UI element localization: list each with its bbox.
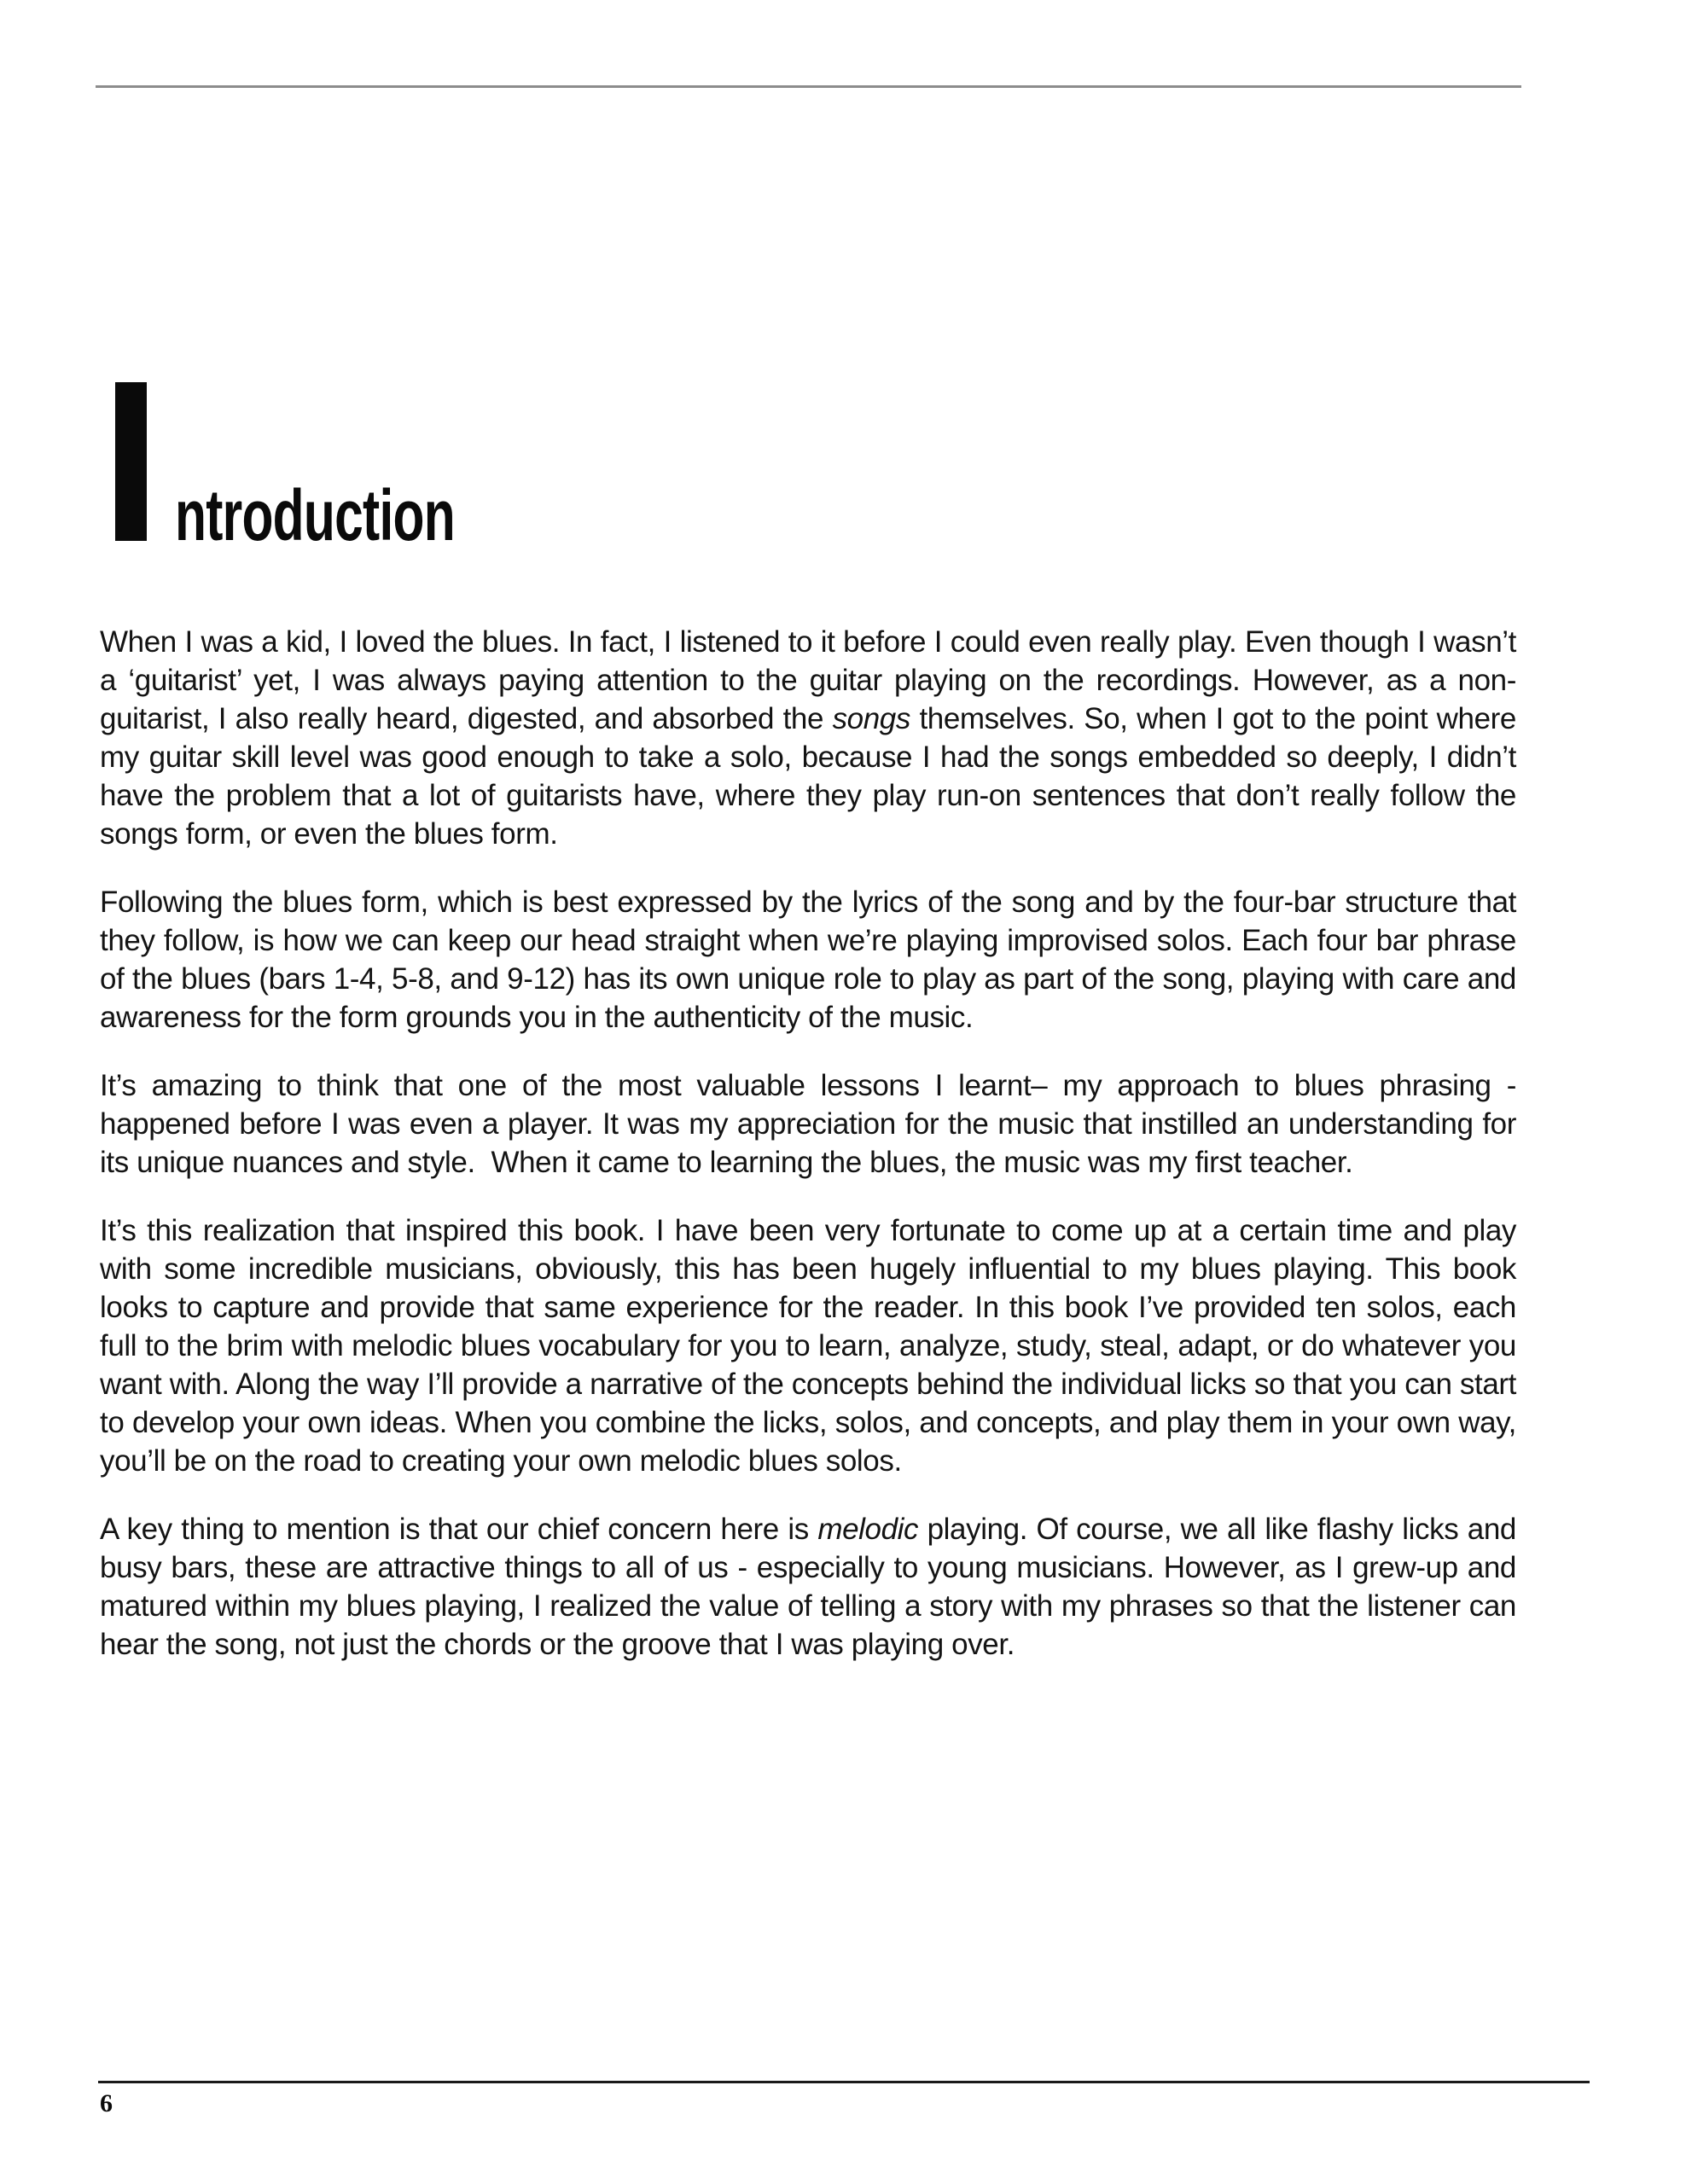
bottom-rule: [98, 2081, 1590, 2083]
introduction-body: [100, 623, 1516, 1664]
drop-cap-letter: [115, 382, 116, 383]
paragraph: [100, 1510, 1516, 1664]
body-text: themselves. So, when I got to the point where my guitar skill level was good enough to take a solo, because I had the songs embedded so deeply, I didn’t have the problem that a lot of guitarists have, where they play run-on sentences that don’t really follow the songs form, or even the blues form.: [100, 702, 1516, 851]
drop-cap-initial: [115, 382, 147, 541]
paragraph: [100, 1066, 1516, 1182]
paragraph: [100, 883, 1516, 1037]
body-text: It’s this realization that inspired this book. I have been very fortunate to come up at a certain time and play with some incredible musicians, obviously, this has been hugely influential to my blues playing. This book looks to capture and provide that same experience for the reader. In this book I’ve provided ten solos, each full to the brim with melodic blues vocabulary for you to learn, analyze, study, steal, adapt, or do whatever you want with. Along the way I’ll provide a narrative of the concepts behind the individual licks so that you can start to develop your own ideas. When you combine the licks, solos, and concepts, and play them in your own way, you’ll be on the road to creating your own melodic blues solos.: [100, 1214, 1516, 1478]
italic-text: melodic: [817, 1513, 919, 1546]
body-text: playing. Of course, we all like flashy licks and busy bars, these are attractive things to all of us - especially to young musicians. However, as I grew-up and matured within my blues playing, I realized the value of telling a story with my phrases so that the listener can hear the song, not just the chords or the groove that I was playing over.: [100, 1513, 1516, 1661]
body-text: A key thing to mention is that our chief concern here is: [100, 1513, 818, 1546]
paragraph: [100, 1211, 1516, 1480]
body-text: It’s amazing to think that one of the most valuable lessons I learnt– my approach to blues phrasing - happened before I was even a player. It was my appreciation for the music that instilled an understanding for its unique nuances and style. When it came to learning the blues, the music was my first teacher.: [100, 1069, 1516, 1179]
body-text: Following the blues form, which is best expressed by the lyrics of the song and by the four-bar structure that they follow, is how we can keep our head straight when we’re playing improvised solos. Each four bar phrase of the blues (bars 1-4, 5-8, and 9-12) has its own unique role to play as part of the song, playing with care and awareness for the form grounds you in the authenticity of the music.: [100, 886, 1516, 1034]
body-text: When I was a kid, I loved the blues. In fact, I listened to it before I could even really play. Even though I wasn’t a ‘guitarist’ yet, I was always paying attention to the guitar playing on the recordings. However, as a non-guitarist, I also really heard, digested, and absorbed the: [100, 625, 1516, 735]
paragraph: [100, 623, 1516, 853]
italic-text: songs: [832, 702, 910, 735]
page-number: 6: [100, 2089, 113, 2117]
chapter-title: ntroduction: [175, 475, 456, 555]
top-rule: [96, 85, 1521, 88]
